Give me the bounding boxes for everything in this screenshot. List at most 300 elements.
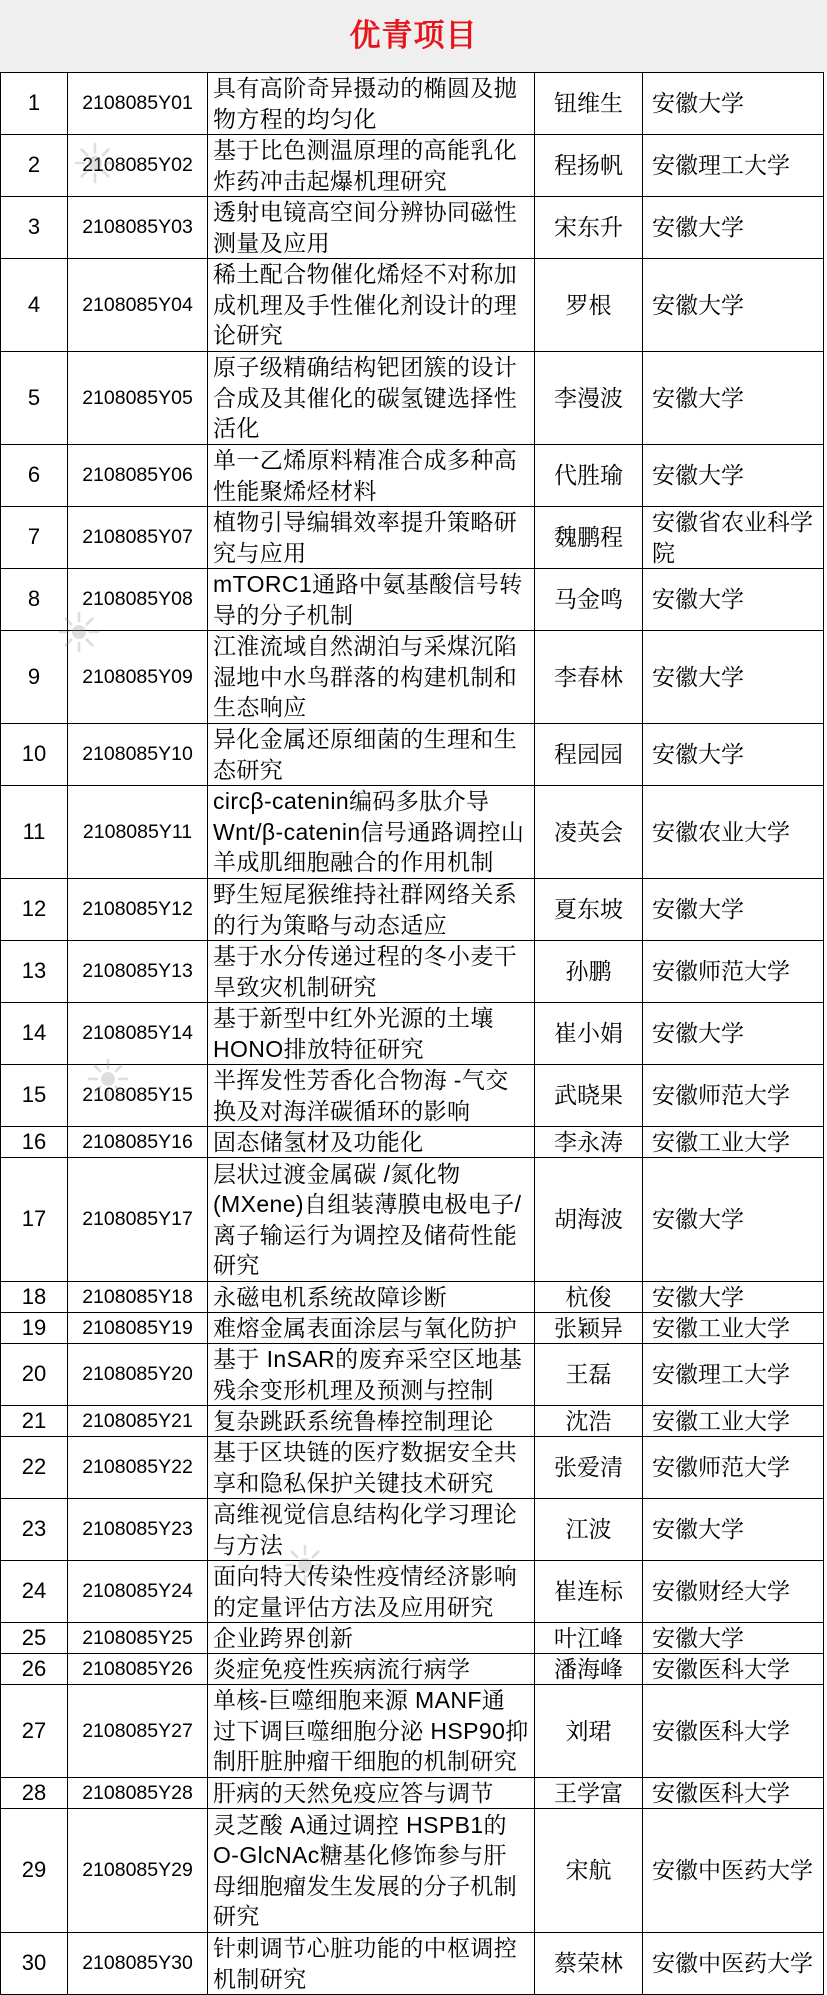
institution-lines xyxy=(652,383,744,414)
project-code-cell: 2108085Y07 xyxy=(68,507,208,568)
project-code-cell: 2108085Y04 xyxy=(68,259,208,351)
researcher-name-cell: 王学富 xyxy=(535,1778,643,1808)
institution-line: 安徽医科大学 xyxy=(652,1717,790,1744)
project-code-cell: 2108085Y26 xyxy=(68,1654,208,1684)
table-row xyxy=(1,1127,823,1158)
row-number-cell: 9 xyxy=(1,631,68,723)
row-number-cell: 5 xyxy=(1,352,68,444)
project-code-cell: 2108085Y22 xyxy=(68,1437,208,1498)
institution-cell xyxy=(643,1003,823,1064)
project-title-cell xyxy=(208,724,535,785)
project-title-lines xyxy=(213,135,517,196)
project-title-lines xyxy=(213,1499,517,1560)
project-code-cell: 2108085Y02 xyxy=(68,135,208,196)
row-number-cell: 23 xyxy=(1,1499,68,1560)
institution-lines xyxy=(652,739,744,770)
project-code-cell: 2108085Y15 xyxy=(68,1065,208,1126)
table-row xyxy=(1,1003,823,1065)
project-title-cell xyxy=(208,1158,535,1281)
institution-line: 安徽中医药大学 xyxy=(652,1857,813,1884)
table-row xyxy=(1,1623,823,1654)
institution-line: 安徽理工大学 xyxy=(652,1361,790,1388)
project-code-cell: 2108085Y13 xyxy=(68,941,208,1002)
institution-cell xyxy=(643,1344,823,1405)
row-number-cell: 13 xyxy=(1,941,68,1002)
table-row xyxy=(1,786,823,879)
institution-cell xyxy=(643,445,823,506)
project-title-line: 具有高阶奇异摄动的椭圆及抛 xyxy=(213,75,518,101)
institution-cell xyxy=(643,1623,823,1653)
institution-lines xyxy=(652,1576,790,1607)
project-title-line: 性能聚烯烃材料 xyxy=(213,477,377,504)
project-title-lines xyxy=(213,569,523,630)
institution-lines xyxy=(652,662,744,693)
project-title-line: 残余变形机理及预测与控制 xyxy=(213,1376,494,1403)
institution-line: 安徽师范大学 xyxy=(652,1082,790,1109)
project-title-line: 原子级精确结构钯团簇的设计 xyxy=(213,354,518,381)
row-number-cell: 16 xyxy=(1,1127,68,1157)
researcher-name-cell: 张颖异 xyxy=(535,1313,643,1343)
project-title-lines xyxy=(213,1437,517,1498)
table-row xyxy=(1,259,823,352)
institution-line: 安徽大学 xyxy=(652,1624,744,1651)
institution-cell xyxy=(643,352,823,444)
institution-cell xyxy=(643,724,823,785)
institution-cell xyxy=(643,1313,823,1343)
institution-lines xyxy=(652,1282,744,1312)
project-title-lines xyxy=(213,1127,424,1157)
project-title-line: 稀土配合物催化烯烃不对称加 xyxy=(213,261,518,288)
project-title-line: 江淮流域自然湖泊与采煤沉陷 xyxy=(213,633,518,660)
project-title-line: 基于区块链的医疗数据安全共 xyxy=(213,1439,518,1465)
institution-line: 安徽医科大学 xyxy=(652,1655,790,1682)
project-code-cell: 2108085Y14 xyxy=(68,1003,208,1064)
project-title-cell xyxy=(208,1499,535,1560)
project-title-cell xyxy=(208,1809,535,1932)
project-title-cell xyxy=(208,569,535,630)
project-title-lines xyxy=(213,73,517,134)
researcher-name-cell: 李永涛 xyxy=(535,1127,643,1157)
institution-lines xyxy=(652,817,790,848)
row-number-cell: 11 xyxy=(1,786,68,878)
institution-lines xyxy=(652,1018,744,1049)
row-number-cell: 4 xyxy=(1,259,68,351)
project-code-cell: 2108085Y18 xyxy=(68,1282,208,1312)
table-row xyxy=(1,1313,823,1344)
institution-cell xyxy=(643,631,823,723)
table-row xyxy=(1,1778,823,1809)
institution-cell xyxy=(643,1654,823,1684)
institution-lines xyxy=(652,1080,790,1111)
project-title-line: 导的分子机制 xyxy=(213,601,354,628)
project-title-lines xyxy=(213,724,517,785)
project-title-line: 的定量评估方法及应用研究 xyxy=(213,1593,494,1620)
table-row xyxy=(1,1654,823,1685)
institution-cell xyxy=(643,1809,823,1932)
project-title-cell xyxy=(208,1933,535,1994)
project-code-cell: 2108085Y12 xyxy=(68,879,208,940)
project-title-line: 难熔金属表面涂层与氧化防护 xyxy=(213,1314,518,1341)
project-title-line: 炎症免疫性疾病流行病学 xyxy=(213,1655,471,1682)
project-title-lines xyxy=(213,1810,517,1932)
project-title-line: mTORC1通路中氨基酸信号转 xyxy=(213,571,523,597)
project-title-cell xyxy=(208,1127,535,1157)
project-title-line: 固态储氢材及功能化 xyxy=(213,1128,424,1155)
project-title-lines xyxy=(213,1778,494,1808)
institution-cell xyxy=(643,1065,823,1126)
project-code-cell: 2108085Y17 xyxy=(68,1158,208,1281)
project-title-line: 层状过渡金属碳 /氮化物 xyxy=(213,1160,461,1187)
project-title-line: 灵芝酸 A通过调控 HSPB1的 xyxy=(213,1811,507,1838)
project-title-line: 离子输运行为调控及储荷性能 xyxy=(213,1221,518,1248)
project-title-lines xyxy=(213,1313,517,1343)
page-title: 优青项目 xyxy=(349,18,478,53)
project-code-cell: 2108085Y23 xyxy=(68,1499,208,1560)
institution-cell xyxy=(643,135,823,196)
project-title-lines xyxy=(213,1933,517,1994)
institution-cell xyxy=(643,1685,823,1777)
project-title-line: 研究 xyxy=(213,1903,260,1929)
researcher-name-cell: 蔡荣林 xyxy=(535,1933,643,1994)
institution-cell xyxy=(643,507,823,568)
project-title-cell xyxy=(208,1685,535,1777)
institution-lines xyxy=(652,212,744,243)
project-title-cell xyxy=(208,1003,535,1064)
row-number-cell: 3 xyxy=(1,197,68,258)
project-code-cell: 2108085Y20 xyxy=(68,1344,208,1405)
row-number-cell: 29 xyxy=(1,1809,68,1932)
institution-line: 安徽大学 xyxy=(652,90,744,117)
project-title-line: 基于比色测温原理的高能乳化 xyxy=(213,137,518,163)
researcher-name-cell: 宋航 xyxy=(535,1809,643,1932)
institution-cell xyxy=(643,197,823,258)
project-title-lines xyxy=(213,786,524,878)
project-code-cell: 2108085Y01 xyxy=(68,73,208,134)
institution-lines xyxy=(652,290,744,321)
project-code-cell: 2108085Y29 xyxy=(68,1809,208,1932)
project-title-lines xyxy=(213,1623,353,1653)
institution-line: 安徽理工大学 xyxy=(652,152,790,179)
project-title-line: 永磁电机系统故障诊断 xyxy=(213,1283,447,1310)
project-title-cell xyxy=(208,941,535,1002)
project-title-line: 的行为策略与动态适应 xyxy=(213,911,447,938)
row-number-cell: 8 xyxy=(1,569,68,630)
project-title-cell xyxy=(208,352,535,444)
researcher-name-cell: 钮维生 xyxy=(535,73,643,134)
project-title-line: 旱致灾机制研究 xyxy=(213,973,377,1000)
institution-lines xyxy=(652,1406,790,1436)
institution-line: 安徽大学 xyxy=(652,1283,744,1310)
table-row xyxy=(1,445,823,507)
project-title-line: 论研究 xyxy=(213,322,284,349)
table-row xyxy=(1,73,823,135)
project-title-line: 针刺调节心脏功能的中枢调控 xyxy=(213,1935,518,1961)
institution-line: 安徽大学 xyxy=(652,896,744,923)
institution-cell xyxy=(643,1499,823,1560)
researcher-name-cell: 潘海峰 xyxy=(535,1654,643,1684)
project-title-line: 测量及应用 xyxy=(213,229,330,256)
institution-lines xyxy=(652,1623,744,1653)
institution-line: 安徽大学 xyxy=(652,462,744,489)
researcher-name-cell: 凌英会 xyxy=(535,786,643,878)
institution-lines xyxy=(652,1778,790,1808)
row-number-cell: 27 xyxy=(1,1685,68,1777)
institution-line: 安徽大学 xyxy=(652,384,744,411)
project-title-lines xyxy=(213,445,517,506)
project-title-line: 合成及其催化的碳氢键选择性 xyxy=(213,384,518,411)
project-title-cell xyxy=(208,1623,535,1653)
project-title-line: 基于新型中红外光源的土壤 xyxy=(213,1005,494,1031)
project-title-lines xyxy=(213,879,517,940)
institution-line: 安徽医科大学 xyxy=(652,1779,790,1806)
project-title-line: 单一乙烯原料精准合成多种高 xyxy=(213,447,518,473)
institution-lines xyxy=(652,507,813,568)
project-title-line: 物方程的均匀化 xyxy=(213,105,377,132)
project-title-line: 高维视觉信息结构化学习理论 xyxy=(213,1501,518,1527)
table-row xyxy=(1,724,823,786)
researcher-name-cell: 王磊 xyxy=(535,1344,643,1405)
project-code-cell: 2108085Y09 xyxy=(68,631,208,723)
row-number-cell: 6 xyxy=(1,445,68,506)
project-title-lines xyxy=(213,1685,529,1777)
institution-lines xyxy=(652,460,744,491)
project-code-cell: 2108085Y03 xyxy=(68,197,208,258)
row-number-cell: 30 xyxy=(1,1933,68,1994)
institution-cell xyxy=(643,879,823,940)
project-title-line: 肝病的天然免疫应答与调节 xyxy=(213,1779,494,1806)
institution-cell xyxy=(643,1158,823,1281)
project-code-cell: 2108085Y06 xyxy=(68,445,208,506)
institution-line: 安徽省农业科学 xyxy=(652,509,813,535)
researcher-name-cell: 孙鹏 xyxy=(535,941,643,1002)
project-title-line: 湿地中水鸟群落的构建机制和 xyxy=(213,663,518,690)
project-title-line: 异化金属还原细菌的生理和生 xyxy=(213,726,518,752)
institution-line: 安徽农业大学 xyxy=(652,818,790,845)
row-number-cell: 25 xyxy=(1,1623,68,1653)
researcher-name-cell: 李漫波 xyxy=(535,352,643,444)
project-title-lines xyxy=(213,1406,494,1436)
project-code-cell: 2108085Y10 xyxy=(68,724,208,785)
institution-lines xyxy=(652,1514,744,1545)
institution-line: 安徽大学 xyxy=(652,214,744,241)
project-title-lines xyxy=(213,352,517,444)
project-title-line: 企业跨界创新 xyxy=(213,1624,354,1651)
institution-lines xyxy=(652,1359,790,1390)
project-code-cell: 2108085Y16 xyxy=(68,1127,208,1157)
institution-cell xyxy=(643,1561,823,1622)
table-row xyxy=(1,197,823,259)
table-row xyxy=(1,1282,823,1313)
table-row xyxy=(1,1437,823,1499)
institution-lines xyxy=(652,1452,790,1483)
researcher-name-cell: 程扬帆 xyxy=(535,135,643,196)
institution-lines xyxy=(652,1313,790,1343)
row-number-cell: 17 xyxy=(1,1158,68,1281)
institution-line: 安徽师范大学 xyxy=(652,958,790,985)
project-title-lines xyxy=(213,631,517,723)
project-code-cell: 2108085Y05 xyxy=(68,352,208,444)
researcher-name-cell: 江波 xyxy=(535,1499,643,1560)
row-number-cell: 21 xyxy=(1,1406,68,1436)
institution-lines xyxy=(652,1948,813,1979)
project-title-line: 复杂跳跃系统鲁棒控制理论 xyxy=(213,1407,494,1434)
project-title-line: 透射电镜高空间分辨协同磁性 xyxy=(213,199,518,225)
institution-cell xyxy=(643,1127,823,1157)
project-title-cell xyxy=(208,1406,535,1436)
project-title-line: 享和隐私保护关键技术研究 xyxy=(213,1469,494,1496)
institution-cell xyxy=(643,1406,823,1436)
project-title-lines xyxy=(213,1654,470,1684)
row-number-cell: 2 xyxy=(1,135,68,196)
researcher-name-cell: 代胜瑜 xyxy=(535,445,643,506)
researcher-name-cell: 杭俊 xyxy=(535,1282,643,1312)
institution-cell xyxy=(643,1282,823,1312)
page-header xyxy=(0,0,827,72)
project-title-line: 单核-巨噬细胞来源 MANF通 xyxy=(213,1687,506,1714)
researcher-name-cell: 崔连标 xyxy=(535,1561,643,1622)
table-row xyxy=(1,1158,823,1282)
researcher-name-cell: 李春林 xyxy=(535,631,643,723)
row-number-cell: 10 xyxy=(1,724,68,785)
project-title-cell xyxy=(208,507,535,568)
project-title-lines xyxy=(213,1344,522,1405)
institution-cell xyxy=(643,1437,823,1498)
row-number-cell: 20 xyxy=(1,1344,68,1405)
row-number-cell: 19 xyxy=(1,1313,68,1343)
researcher-name-cell: 叶江峰 xyxy=(535,1623,643,1653)
project-title-cell xyxy=(208,73,535,134)
researcher-name-cell: 张爱清 xyxy=(535,1437,643,1498)
institution-lines xyxy=(652,150,790,181)
project-code-cell: 2108085Y30 xyxy=(68,1933,208,1994)
institution-lines xyxy=(652,1654,790,1684)
project-title-line: 与方法 xyxy=(213,1531,284,1558)
project-title-cell xyxy=(208,786,535,878)
project-code-cell: 2108085Y27 xyxy=(68,1685,208,1777)
table-row xyxy=(1,569,823,631)
institution-cell xyxy=(643,1778,823,1808)
institution-cell xyxy=(643,941,823,1002)
project-title-line: 野生短尾猴维持社群网络关系 xyxy=(213,881,518,907)
institution-line: 安徽大学 xyxy=(652,291,744,318)
project-title-line: 基于 InSAR的废弃采空区地基 xyxy=(213,1346,523,1372)
project-title-cell xyxy=(208,1778,535,1808)
project-title-cell xyxy=(208,1313,535,1343)
institution-lines xyxy=(652,1855,813,1886)
institution-lines xyxy=(652,894,744,925)
project-title-line: circβ-catenin编码多肽介导 xyxy=(213,788,490,815)
table-row xyxy=(1,1809,823,1933)
researcher-name-cell: 马金鸣 xyxy=(535,569,643,630)
row-number-cell: 15 xyxy=(1,1065,68,1126)
project-title-lines xyxy=(213,1159,521,1281)
project-title-line: 成机理及手性催化剂设计的理 xyxy=(213,291,518,318)
researcher-name-cell: 沈浩 xyxy=(535,1406,643,1436)
project-title-lines xyxy=(213,941,517,1002)
project-title-line: 炸药冲击起爆机理研究 xyxy=(213,167,447,194)
researcher-name-cell: 武晓果 xyxy=(535,1065,643,1126)
institution-cell xyxy=(643,259,823,351)
project-title-line: 究与应用 xyxy=(213,539,307,566)
table-row xyxy=(1,1499,823,1561)
table-row xyxy=(1,1344,823,1406)
project-code-cell: 2108085Y08 xyxy=(68,569,208,630)
researcher-name-cell: 魏鹏程 xyxy=(535,507,643,568)
institution-line: 安徽大学 xyxy=(652,586,744,613)
project-title-line: 态研究 xyxy=(213,756,284,783)
project-title-line: 羊成肌细胞融合的作用机制 xyxy=(213,849,494,876)
project-title-lines xyxy=(213,1282,447,1312)
researcher-name-cell: 刘珺 xyxy=(535,1685,643,1777)
institution-line: 安徽工业大学 xyxy=(652,1128,790,1155)
project-title-line: Wnt/β-catenin信号通路调控山 xyxy=(213,818,525,845)
project-code-cell: 2108085Y28 xyxy=(68,1778,208,1808)
row-number-cell: 22 xyxy=(1,1437,68,1498)
project-title-lines xyxy=(213,507,517,568)
project-title-line: 基于水分传递过程的冬小麦干 xyxy=(213,943,518,969)
project-title-lines xyxy=(213,1065,509,1126)
table-row xyxy=(1,941,823,1003)
table-row xyxy=(1,1685,823,1778)
table-row xyxy=(1,1561,823,1623)
project-title-cell xyxy=(208,445,535,506)
institution-line: 安徽财经大学 xyxy=(652,1578,790,1605)
project-title-line: 面向特大传染性疫情经济影响 xyxy=(213,1563,518,1589)
project-title-lines xyxy=(213,1003,494,1064)
institution-line: 安徽大学 xyxy=(652,741,744,768)
project-title-cell xyxy=(208,1282,535,1312)
project-title-cell xyxy=(208,1561,535,1622)
table-row xyxy=(1,879,823,941)
project-title-cell xyxy=(208,1065,535,1126)
project-title-cell xyxy=(208,631,535,723)
project-title-line: 研究 xyxy=(213,1252,260,1278)
project-title-cell xyxy=(208,197,535,258)
row-number-cell: 1 xyxy=(1,73,68,134)
project-title-lines xyxy=(213,1561,517,1622)
table-row xyxy=(1,507,823,569)
project-title-lines xyxy=(213,259,517,351)
row-number-cell: 28 xyxy=(1,1778,68,1808)
project-title-line: 母细胞瘤发生发展的分子机制 xyxy=(213,1872,518,1899)
project-title-cell xyxy=(208,1654,535,1684)
researcher-name-cell: 程园园 xyxy=(535,724,643,785)
row-number-cell: 24 xyxy=(1,1561,68,1622)
project-title-line: 半挥发性芳香化合物海 -气交 xyxy=(213,1067,509,1093)
project-title-line: 活化 xyxy=(213,415,260,442)
institution-lines xyxy=(652,956,790,987)
project-title-line: 生态响应 xyxy=(213,694,307,721)
row-number-cell: 26 xyxy=(1,1654,68,1684)
row-number-cell: 14 xyxy=(1,1003,68,1064)
institution-line: 安徽工业大学 xyxy=(652,1314,790,1341)
institution-lines xyxy=(652,1127,790,1157)
institution-line: 安徽师范大学 xyxy=(652,1454,790,1481)
project-title-line: HONO排放特征研究 xyxy=(213,1035,424,1062)
project-code-cell: 2108085Y24 xyxy=(68,1561,208,1622)
institution-line: 安徽大学 xyxy=(652,1516,744,1543)
project-title-line: 植物引导编辑效率提升策略研 xyxy=(213,509,518,535)
institution-line: 安徽大学 xyxy=(652,1020,744,1047)
project-title-line: 机制研究 xyxy=(213,1965,307,1992)
researcher-name-cell: 夏东坡 xyxy=(535,879,643,940)
project-title-cell xyxy=(208,1437,535,1498)
institution-cell xyxy=(643,1933,823,1994)
row-number-cell: 18 xyxy=(1,1282,68,1312)
institution-line: 安徽大学 xyxy=(652,1206,744,1233)
project-code-cell: 2108085Y11 xyxy=(68,786,208,878)
project-code-cell: 2108085Y19 xyxy=(68,1313,208,1343)
